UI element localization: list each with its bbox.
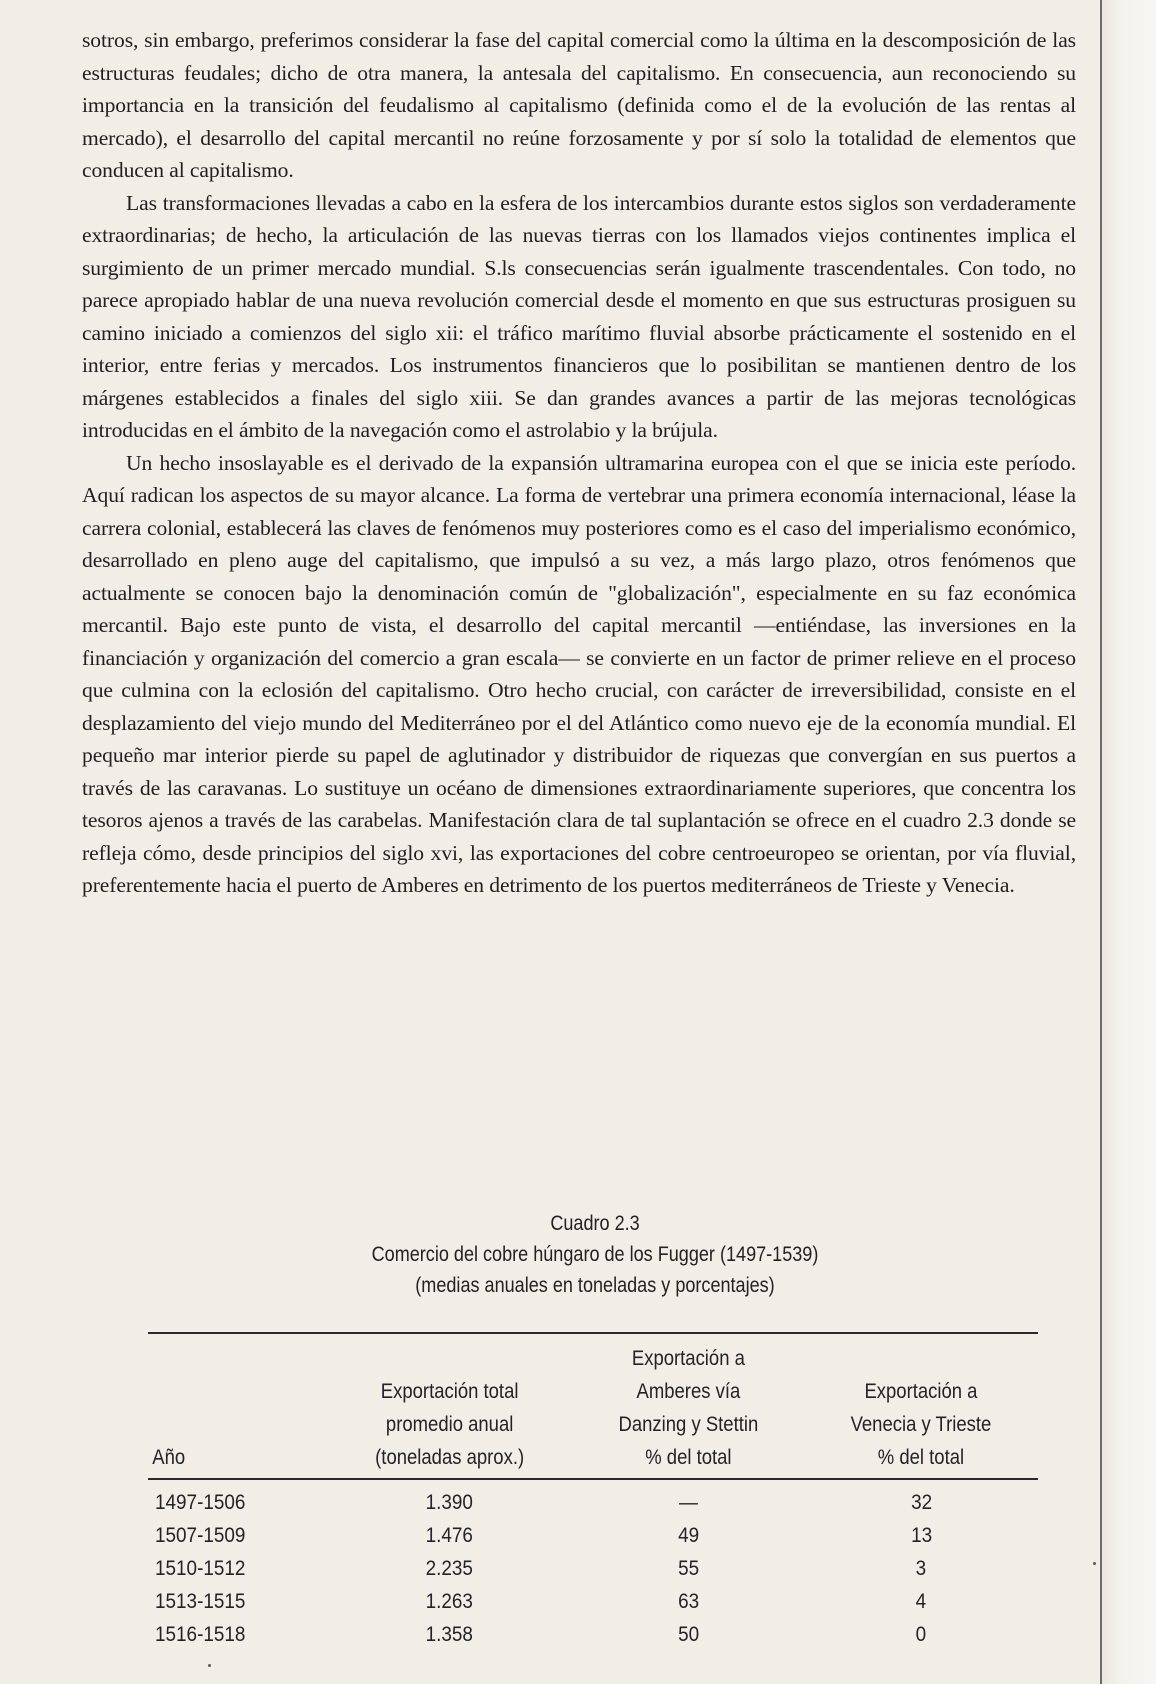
body-text bbox=[82, 24, 1076, 902]
cell-amberes: — bbox=[678, 1491, 698, 1514]
cell-amberes: 49 bbox=[677, 1524, 699, 1547]
cell-total: 1.476 bbox=[425, 1524, 473, 1547]
cell-venecia: 4 bbox=[915, 1590, 927, 1613]
table-row bbox=[148, 1552, 1038, 1585]
table-row bbox=[148, 1585, 1038, 1618]
copper-trade-table bbox=[148, 1332, 1038, 1651]
header-venice-export: Exportación a Venecia y Trieste % del total bbox=[850, 1380, 992, 1469]
header-antwerp-export: Exportación a Amberes vía Danzing y Stettin % del total bbox=[618, 1347, 759, 1469]
cell-amberes: 55 bbox=[677, 1557, 699, 1580]
cell-venecia: 32 bbox=[910, 1491, 932, 1514]
scan-speck bbox=[1093, 1562, 1096, 1565]
table-row bbox=[148, 1618, 1038, 1651]
page-edge-shadow bbox=[1100, 0, 1156, 1684]
cell-total: 1.263 bbox=[425, 1590, 473, 1613]
header-year: Año bbox=[152, 1446, 186, 1469]
cell-total: 1.358 bbox=[425, 1623, 473, 1646]
paragraph-3: Un hecho insoslayable es el derivado de la expansión ultramarina europea con el que se inicia este período. Aquí radican los aspectos de su mayor alcance. La forma de vertebrar una primera economía internacional, léase la carrera colonial, establecerá las claves de fenómenos muy posteriores como es el caso del imperialismo económico, desarrollado en pleno auge del capitalismo, que impulsó a su vez, a más largo plazo, otros fenómenos que actualmente se conocen bajo la denominación común de "globalización", especialmente en su faz económica mercantil. Bajo este punto de vista, el desarrollo del capital mercantil —entiéndase, las inversiones en la financiación y organización del comercio a gran escala— se convierte en un factor de primer relieve en el proceso que culmina con la eclosión del capitalismo. Otro hecho crucial, con carácter de irreversibilidad, consiste en el desplazamiento del viejo mundo del Mediterráneo por el del Atlántico como nuevo eje de la economía mundial. El pequeño mar interior pierde su papel de aglutinador y distribuidor de riquezas que convergían en sus puertos a través de las caravanas. Lo sustituye un océano de dimensiones extraordinariamente superiores, que concentra los tesoros ajenos a través de las carabelas. Manifestación clara de tal suplantación se ofrece en el cuadro 2.3 donde se refleja cómo, desde principios del siglo xvi, las exportaciones del cobre centroeuropeo se orientan, por vía fluvial, preferentemente hacia el puerto de Amberes en detrimento de los puertos mediterráneos de Trieste y Venecia. bbox=[82, 450, 1076, 897]
cell-year: 1513-1515 bbox=[155, 1590, 246, 1613]
cell-total: 2.235 bbox=[425, 1557, 473, 1580]
cell-year: 1516-1518 bbox=[155, 1623, 246, 1646]
table-heading bbox=[212, 1208, 977, 1301]
table-subtitle: (medias anuales en toneladas y porcentajes) bbox=[415, 1274, 775, 1297]
scan-speck bbox=[208, 1664, 211, 1667]
cell-amberes: 50 bbox=[677, 1623, 699, 1646]
cell-year: 1507-1509 bbox=[155, 1524, 246, 1547]
cell-venecia: 0 bbox=[915, 1623, 927, 1646]
table-row bbox=[148, 1519, 1038, 1552]
table-row bbox=[148, 1479, 1038, 1519]
cell-amberes: 63 bbox=[677, 1590, 699, 1613]
table-caption: Cuadro 2.3 bbox=[550, 1212, 640, 1235]
cell-venecia: 3 bbox=[915, 1557, 927, 1580]
table-title: Comercio del cobre húngaro de los Fugger (1497-1539) bbox=[371, 1243, 819, 1266]
table-header-row bbox=[148, 1333, 1038, 1479]
cell-total: 1.390 bbox=[425, 1491, 473, 1514]
cell-year: 1510-1512 bbox=[155, 1557, 246, 1580]
paragraph-1: sotros, sin embargo, preferimos considerar la fase del capital comercial como la última en la descomposición de las estructuras feudales; dicho de otra manera, la antesala del capitalismo. En consecuencia, aun reconociendo su importancia en la transición del feudalismo al capitalismo (definida como el de la evolución de las rentas al mercado), el desarrollo del capital mercantil no reúne forzosamente y por sí solo la totalidad de elementos que conducen al capitalismo. bbox=[82, 28, 1076, 182]
cell-venecia: 13 bbox=[910, 1524, 932, 1547]
cell-year: 1497-1506 bbox=[155, 1491, 246, 1514]
header-total-export: Exportación total promedio anual (toneladas aprox.) bbox=[374, 1380, 524, 1469]
paragraph-2: Las transformaciones llevadas a cabo en la esfera de los intercambios durante estos siglos son verdaderamente extraordinarias; de hecho, la articulación de las nuevas tierras con los llamados viejos continentes implica el surgimiento de un primer mercado mundial. S.ls consecuencias serán igualmente trascendentales. Con todo, no parece apropiado hablar de una nueva revolución comercial desde el momento en que sus estructuras prosiguen su camino iniciado a comienzos del siglo xii: el tráfico marítimo fluvial absorbe prácticamente el sostenido en el interior, entre ferias y mercados. Los instrumentos financieros que lo posibilitan se mantienen dentro de los márgenes establecidos a finales del siglo xiii. Se dan grandes avances a partir de las mejoras tecnológicas introducidas en el ámbito de la navegación como el astrolabio y la brújula. bbox=[82, 190, 1076, 442]
